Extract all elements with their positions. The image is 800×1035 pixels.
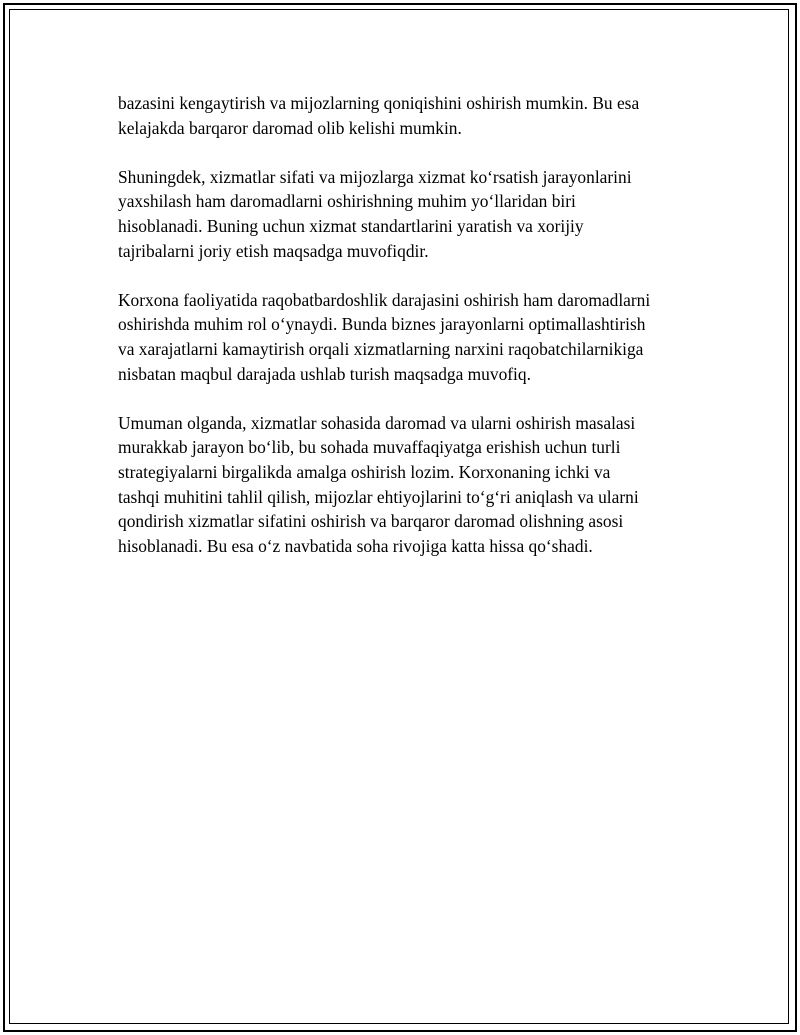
paragraph-line: murakkab jarayon boʻlib, bu sohada muvaffaqiyatga erishish uchun turli bbox=[118, 437, 621, 458]
paragraph-line: Shuningdek, xizmatlar sifati va mijozlarga xizmat koʻrsatish jarayonlarini bbox=[118, 166, 632, 187]
paragraph-1 bbox=[118, 91, 688, 140]
paragraph-line: hisoblanadi. Buning uchun xizmat standartlarini yaratish va xorijiy bbox=[118, 215, 584, 236]
document-body bbox=[118, 91, 688, 583]
paragraph-line: va xarajatlarni kamaytirish orqali xizmatlarning narxini raqobatchilarnikiga bbox=[118, 338, 644, 359]
paragraph-line: oshirishda muhim rol oʻynaydi. Bunda biznes jarayonlarni optimallashtirish bbox=[118, 314, 646, 335]
paragraph-line: hisoblanadi. Bu esa oʻz navbatida soha rivojiga katta hissa qoʻshadi. bbox=[118, 535, 593, 556]
paragraph-line: strategiyalarni birgalikda amalga oshirish lozim. Korxonaning ichki va bbox=[118, 461, 611, 482]
paragraph-line: qondirish xizmatlar sifatini oshirish va barqaror daromad olishning asosi bbox=[118, 511, 624, 532]
paragraph-line: kelajakda barqaror daromad olib kelishi mumkin. bbox=[118, 117, 462, 138]
paragraph-line: nisbatan maqbul darajada ushlab turish maqsadga muvofiq. bbox=[118, 363, 531, 384]
paragraph-line: Umuman olganda, xizmatlar sohasida daromad va ularni oshirish masalasi bbox=[118, 412, 636, 433]
paragraph-line: tajribalarni joriy etish maqsadga muvofiqdir. bbox=[118, 240, 429, 261]
paragraph-line: yaxshilash ham daromadlarni oshirishning muhim yoʻllaridan biri bbox=[118, 191, 576, 212]
paragraph-2 bbox=[118, 165, 688, 263]
paragraph-line: tashqi muhitini tahlil qilish, mijozlar ehtiyojlarini toʻgʻri aniqlash va ularni bbox=[118, 486, 639, 507]
paragraph-4 bbox=[118, 411, 688, 559]
paragraph-line: Korxona faoliyatida raqobatbardoshlik darajasini oshirish ham daromadlarni bbox=[118, 289, 651, 310]
paragraph-3 bbox=[118, 288, 688, 386]
paragraph-line: bazasini kengaytirish va mijozlarning qoniqishini oshirish mumkin. Bu esa bbox=[118, 93, 640, 113]
